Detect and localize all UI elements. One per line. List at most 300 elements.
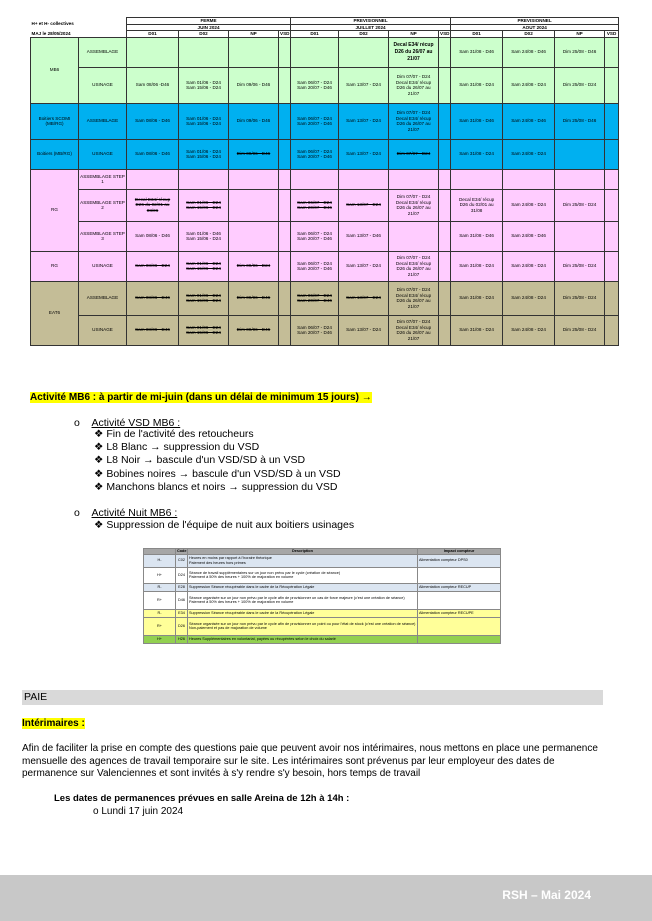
code-impact: Alimentation compteur RECUP [418,583,501,591]
group-label: RG [31,251,79,281]
code-description: Suppression Séance récupérable dans le cadre de la Récupération Légale [188,583,418,591]
schedule-cell [179,221,229,251]
code-symbol: R+ [144,591,176,609]
bullet-icon: ❖ [94,454,107,467]
schedule-cell [179,37,229,67]
vsd-item [94,481,337,493]
schedule-cell [555,315,605,345]
schedule-cell [339,251,389,281]
schedule-cell [605,169,619,189]
schedule-cell [451,103,503,139]
schedule-cell [127,281,179,315]
schedule-row [31,281,619,315]
month-name: JUILLET 2024 [291,24,451,31]
schedule-cell [451,315,503,345]
schedule-cell [127,315,179,345]
circle-bullet-icon: o [93,806,102,817]
vsd-item-text: Manchons blancs et noirs → suppression du VSD [106,480,338,493]
schedule-cell [389,169,439,189]
cell-text: Sam 13/07 - D24 [346,263,381,269]
schedule-table [30,17,619,346]
cell-text: Decal E34/ récup D26 du 26/07 au 21/07 [393,42,434,62]
schedule-cell [127,221,179,251]
schedule-cell [229,221,279,251]
legend-cell: H+ et H- collectives [31,18,127,31]
code-symbol: H+ [144,635,176,643]
schedule-cell [605,315,619,345]
bullet-icon: ❖ [94,428,107,440]
cell-text: Sam 24/08 - D46 [511,49,546,55]
cell-text: Sam 01/06 - D24 Sam 15/06 - D24 [186,115,221,127]
month-status: FERME [127,18,291,25]
schedule-cell [229,315,279,345]
schedule-cell [339,281,389,315]
schedule-cell [451,221,503,251]
schedule-cell [279,37,291,67]
line-label: ASSEMBLAGE STEP 2 [79,189,127,221]
interim-heading: Intérimaires : [22,718,85,729]
cell-text: Sam 13/07 - D24 [346,327,381,333]
col-header: D02 [339,31,389,38]
cell-text: Sam 06/07 - D24 Sam 20/07 - D46 [297,148,332,160]
vsd-item [94,468,341,480]
schedule-cell [229,169,279,189]
cell-text: Dim 09/06 - D24 [236,263,271,269]
cell-text: Sam 01/06 - D24 Sam 15/06 - D24 [186,79,221,91]
line-label: ASSEMBLAGE [79,281,127,315]
group-label: EAT6 [31,281,79,345]
col-header: NP [555,31,605,38]
line-label: USINAGE [79,67,127,103]
schedule-cell [279,189,291,221]
schedule-cell [555,169,605,189]
bullet-icon: ❖ [94,467,107,480]
code-id: D26 [176,617,188,635]
cell-text: Sam 01/06 - D24 Sam 15/06 - D24 [186,292,221,304]
schedule-cell [279,169,291,189]
vsd-item-text: Fin de l'activité des retoucheurs [106,428,254,440]
code-symbol: R- [144,609,176,617]
schedule-cell [229,37,279,67]
night-item-text: Suppression de l'équipe de nuit aux boitiers usinages [106,519,355,531]
cell-text: Dim 07/07 - D24 [396,151,431,157]
bullet-icon: ❖ [94,480,107,493]
cell-text: Sam 24/08 - D46 [511,233,546,239]
code-description: Séance organisée sur un jour non prévu par le cycle afin de provisionner un point ou pour l'état de stock (c'est une création de séance) Non-paiement et pas de majoration de volume [188,617,418,635]
col-header: VSD [440,31,450,37]
cell-text: Sam 08/06 - D46 [135,118,170,124]
code-id: H26 [176,635,188,643]
activity-title: Activité MB6 : à partir de mi-juin (dans un délai de minimum 15 jours) → [30,392,372,403]
cell-text: Sam 24/08 - D46 [511,118,546,124]
schedule-cell [279,103,291,139]
code-description: Heures Supplémentaires en volontariat, payées ou récupérées selon le choix du salarié [188,635,418,643]
schedule-cell [439,37,451,67]
schedule-cell [127,67,179,103]
cell-text: Sam 08/06 - D46 [135,233,170,239]
schedule-row [31,251,619,281]
cell-text: Sam 13/07 - D24 [346,82,381,88]
schedule-cell [555,139,605,169]
schedule-cell [503,67,555,103]
schedule-cell [503,103,555,139]
code-description: Heures en moins par rapport à l'horaire théorique Paiement des heures hors primes [188,554,418,567]
schedule-cell [127,139,179,169]
cell-text: Sam 13/07 - D24 [346,151,381,157]
vsd-item [94,428,254,440]
col-header: VSD [280,31,290,37]
schedule-cell [503,281,555,315]
schedule-cell [291,189,339,221]
schedule-cell [179,169,229,189]
schedule-cell [179,139,229,169]
schedule-cell [127,189,179,221]
cell-text: Dim 07/07 - D24 Decal E34/ récup D26 du 26/07 au 21/07 [395,319,432,341]
schedule-cell [127,251,179,281]
cell-text: Sam 31/08 - D46 [459,49,494,55]
vsd-item-text: L8 Noir → bascule d'un VSD/SD à un VSD [106,454,306,467]
interim-paragraph: Afin de faciliter la prise en compte des questions paie que peuvent avoir nos intérimaires, nous mettons en place une permanence mensuelle des agences de travail temporaire sur le site. Les intérimaires sont prévenus par leur employeur des dates de permanence sur Valenciennes et sont invités à s'y rendre s'y besoin, hors temps de travail [22,743,598,779]
schedule-cell [339,67,389,103]
group-label: Boitiers (MB/RG) [31,139,79,169]
schedule-cell [229,189,279,221]
vsd-item [94,441,259,453]
cell-text: Dim 25/08 - D24 [562,82,597,88]
line-label: USINAGE [79,315,127,345]
month-name: AOUT 2024 [451,24,619,31]
schedule-cell [503,139,555,169]
cell-text: Sam 06/07 - D24 Sam 20/07 - D46 [297,115,332,127]
col-header: NP [389,31,439,38]
cell-text: Sam 31/08 - D24 [459,151,494,157]
schedule-cell [291,251,339,281]
schedule-row [31,139,619,169]
schedule-cell [451,251,503,281]
schedule-cell [605,251,619,281]
schedule-row [31,37,619,67]
schedule-cell [339,139,389,169]
schedule-cell [389,315,439,345]
cell-text: Dim 09/06 - D46 [236,118,271,124]
month-name: JUIN 2024 [127,24,291,31]
code-impact: Alimentation compteur DPS0 [418,554,501,567]
cell-text: Sam 13/07 - D46 [346,233,381,239]
cell-text: Sam 06/07 - D24 Sam 20/07 - D46 [297,79,332,91]
schedule-cell [279,281,291,315]
cell-text: Dim 07/07 - D24 Decal E34/ récup D26 du 26/07 au 21/07 [395,194,432,216]
codes-table [143,548,501,644]
bullet-icon: ❖ [94,519,107,531]
code-description: Suppression Séance récupérable dans le cadre de la Récupération Légale [188,609,418,617]
col-header: D02 [179,31,229,38]
footer-bar [0,875,652,921]
cell-text: Dim 09/06 - D46 [236,295,271,301]
vsd-item-text: L8 Blanc → suppression du VSD [106,441,260,454]
cell-text: Sam 08/06 -D46 [135,82,170,88]
code-id: E34 [176,609,188,617]
schedule-cell [555,251,605,281]
schedule-cell [389,103,439,139]
cell-text: Decal E34/ récup D26 du 02/01 au 08/06 [134,196,171,214]
schedule-cell [503,251,555,281]
schedule-cell [127,169,179,189]
cell-text: Sam 08/06 - D46 [135,295,170,301]
schedule-cell [229,281,279,315]
cell-text: Sam 24/08 - D24 [511,263,546,269]
line-label: ASSEMBLAGE STEP 3 [79,221,127,251]
codes-header-cell: Description [188,549,418,555]
cell-text: Sam 24/08 - D24 [511,327,546,333]
schedule-cell [339,221,389,251]
cell-text: Decal E34/ récup D26 du 02/01 au 31/08 [458,196,495,214]
schedule-cell [179,103,229,139]
vsd-item-text: Bobines noires → bascule d'un VSD/SD à un VSD [106,467,341,480]
schedule-cell [503,37,555,67]
col-header: NP [229,31,279,38]
schedule-cell [605,221,619,251]
schedule-cell [555,37,605,67]
header-row-status [31,18,619,25]
schedule-cell [291,221,339,251]
schedule-cell [179,189,229,221]
schedule-row [31,169,619,189]
schedule-cell [389,67,439,103]
col-header: D01 [451,31,503,38]
month-status: PREVISIONNEL [291,18,451,25]
code-impact: Alimentation compteur RECUPE [418,609,501,617]
schedule-cell [389,221,439,251]
cell-text: Dim 25/08 - D24 [562,295,597,301]
cell-text: Dim 25/08 - D46 [562,118,597,124]
code-row [144,591,501,609]
group-label: Boitiers SCOMI (MB/RG) [31,103,79,139]
code-row [144,635,501,643]
schedule-cell [291,139,339,169]
schedule-cell [605,189,619,221]
cell-text: Sam 31/08 - D46 [459,233,494,239]
cell-text: Sam 01/06 - D24 Sam 15/06 - D24 [186,148,221,160]
codes-header-cell: Code [177,549,187,553]
schedule-cell [389,251,439,281]
cell-text: Dim 25/08 - D24 [562,263,597,269]
dates-title: Les dates de permanences prévues en salle Areina de 12h à 14h : [54,793,350,804]
code-symbol: H- [144,554,176,567]
schedule-cell [439,315,451,345]
cell-text: Sam 31/08 - D46 [459,118,494,124]
schedule-row [31,67,619,103]
date-item [93,806,183,818]
schedule-cell [503,189,555,221]
cell-text: Sam 01/06 - D46 Sam 15/06 - D24 [186,230,221,242]
line-label: ASSEMBLAGE [79,103,127,139]
cell-text: Dim 07/07 - D24 Decal E34/ récup D26 du 26/07 au 21/07 [395,287,432,309]
line-label: ASSEMBLAGE [79,37,127,67]
code-impact [418,635,501,643]
code-id: D46 [176,591,188,609]
schedule-cell [605,103,619,139]
code-description: Séance de travail supplémentaires sur un jour non prévu par le cycle (création de séance) Paiement à 50% des heures + 100% de majoration en volume [188,567,418,583]
code-row [144,554,501,567]
code-id: D24 [176,567,188,583]
cell-text: Sam 13/07 - D24 [346,202,381,208]
cell-text: Dim 25/08 - D46 [562,49,597,55]
maj-cell: MAJ le 28/05/2024 [31,31,127,38]
schedule-cell [555,281,605,315]
schedule-cell [179,251,229,281]
schedule-cell [451,169,503,189]
code-impact [418,591,501,609]
cell-text: Sam 06/07 - D24 Sam 20/07 - D46 [297,230,332,242]
month-status: PREVISIONNEL [451,18,619,25]
schedule-cell [279,315,291,345]
schedule-cell [229,251,279,281]
schedule-cell [127,37,179,67]
schedule-cell [439,281,451,315]
cell-text: Dim 07/07 - D24 Decal E34/ récup D26 du 26/07 au 21/07 [395,74,432,96]
schedule-cell [389,281,439,315]
schedule-cell [339,103,389,139]
schedule-cell [291,169,339,189]
schedule-cell [451,37,503,67]
code-symbol: R- [144,583,176,591]
schedule-cell [503,315,555,345]
schedule-cell [439,67,451,103]
schedule-cell [279,221,291,251]
code-id: E28 [176,583,188,591]
cell-text: Sam 08/06 - D24 [135,263,170,269]
code-description: Séance organisée sur un jour non prévu par le cycle afin de provisionner un cas de force majeure (c'est une création de séance) Paiement à 50% des heures + 100% de majoration en volume [188,591,418,609]
schedule-cell [605,67,619,103]
schedule-cell [179,281,229,315]
code-impact [418,617,501,635]
schedule-cell [439,251,451,281]
schedule-cell [555,67,605,103]
cell-text: Sam 08/06 - D46 [135,327,170,333]
schedule-cell [229,103,279,139]
schedule-row [31,103,619,139]
vsd-heading: o Activité VSD MB6 : [74,417,181,429]
schedule-cell [229,67,279,103]
schedule-cell [127,103,179,139]
cell-text: Sam 13/07 - D24 [346,295,381,301]
schedule-cell [503,221,555,251]
cell-text: Dim 09/06 - D46 [236,82,271,88]
cell-text: Sam 13/07 - D24 [346,118,381,124]
schedule-cell [451,281,503,315]
schedule-cell [555,221,605,251]
schedule-cell [389,189,439,221]
cell-text: Sam 24/08 - D24 [511,295,546,301]
line-label: ASSEMBLAGE STEP 1 [79,169,127,189]
cell-text: Sam 01/06 - D24 Sam 15/06 - D24 [186,199,221,211]
schedule-cell [339,189,389,221]
schedule-cell [555,189,605,221]
schedule-cell [279,67,291,103]
line-label: USINAGE [79,139,127,169]
group-label: RG [31,169,79,251]
cell-text: Sam 31/08 - D24 [459,263,494,269]
cell-text: Sam 31/08 - D24 [459,295,494,301]
schedule-cell [339,37,389,67]
schedule-cell [339,315,389,345]
code-row [144,567,501,583]
cell-text: Sam 31/08 - D24 [459,327,494,333]
cell-text: Sam 01/06 - D24 Sam 15/06 - D24 [186,324,221,336]
cell-text: Sam 06/07 - D24 Sam 20/07 - D46 [297,199,332,211]
cell-text: Dim 09/06 - D46 [236,327,271,333]
schedule-row [31,315,619,345]
paie-section-bar: PAIE [22,690,603,705]
code-impact [418,567,501,583]
schedule-cell [503,169,555,189]
schedule-row [31,221,619,251]
cell-text: Dim 09/06 - D46 [236,151,271,157]
schedule-cell [439,169,451,189]
schedule-row [31,189,619,221]
cell-text: Sam 01/06 - D24 Sam 15/06 - D24 [186,260,221,272]
codes-header-cell: Impact compteur [418,549,501,555]
schedule-cell [291,315,339,345]
schedule-cell [439,103,451,139]
header-row-cols [31,31,619,38]
date-item-text: Lundi 17 juin 2024 [101,806,184,817]
code-symbol: R+ [144,617,176,635]
cell-text: Sam 24/08 - D24 [511,202,546,208]
footer-label: RSH – Mai 2024 [502,888,591,902]
col-header: VSD [605,31,619,38]
schedule-cell [439,189,451,221]
schedule-cell [451,139,503,169]
schedule-cell [439,221,451,251]
code-row [144,583,501,591]
code-id: C02 [176,554,188,567]
schedule-cell [605,37,619,67]
schedule-cell [291,281,339,315]
cell-text: Sam 24/08 - D24 [511,82,546,88]
schedule-cell [179,67,229,103]
cell-text: Sam 31/08 - D24 [459,82,494,88]
schedule-cell [279,251,291,281]
schedule-cell [605,139,619,169]
cell-text: Sam 06/07 - D24 Sam 20/07 - D46 [297,260,332,272]
cell-text: Sam 06/07 - D24 Sam 20/07 - D46 [297,292,332,304]
code-row [144,609,501,617]
cell-text: Dim 07/07 - D24 Decal E34/ récup D26 du 26/07 au 21/07 [395,255,432,277]
schedule-cell [339,169,389,189]
schedule-cell [451,189,503,221]
schedule-cell [389,139,439,169]
schedule-cell [451,67,503,103]
night-heading: o Activité Nuit MB6 : [74,507,178,519]
line-label: USINAGE [79,251,127,281]
cell-text: Sam 24/08 - D24 [511,151,546,157]
cell-text: Dim 25/08 - D24 [562,202,597,208]
schedule-cell [291,67,339,103]
schedule-cell [555,103,605,139]
cell-text: Dim 07/07 - D24 Decal E34/ récup D26 du 26/07 au 21/07 [395,110,432,132]
schedule-cell [179,315,229,345]
schedule-cell [291,37,339,67]
group-label: MB6 [31,37,79,103]
schedule-cell [229,139,279,169]
cell-text: Sam 06/07 - D24 Sam 20/07 - D46 [297,324,332,336]
col-header: D02 [503,31,555,38]
schedule-cell [439,139,451,169]
bullet-icon: ❖ [94,441,107,454]
code-symbol: H+ [144,567,176,583]
night-item [94,519,354,531]
cell-text: Dim 25/08 - D24 [562,327,597,333]
